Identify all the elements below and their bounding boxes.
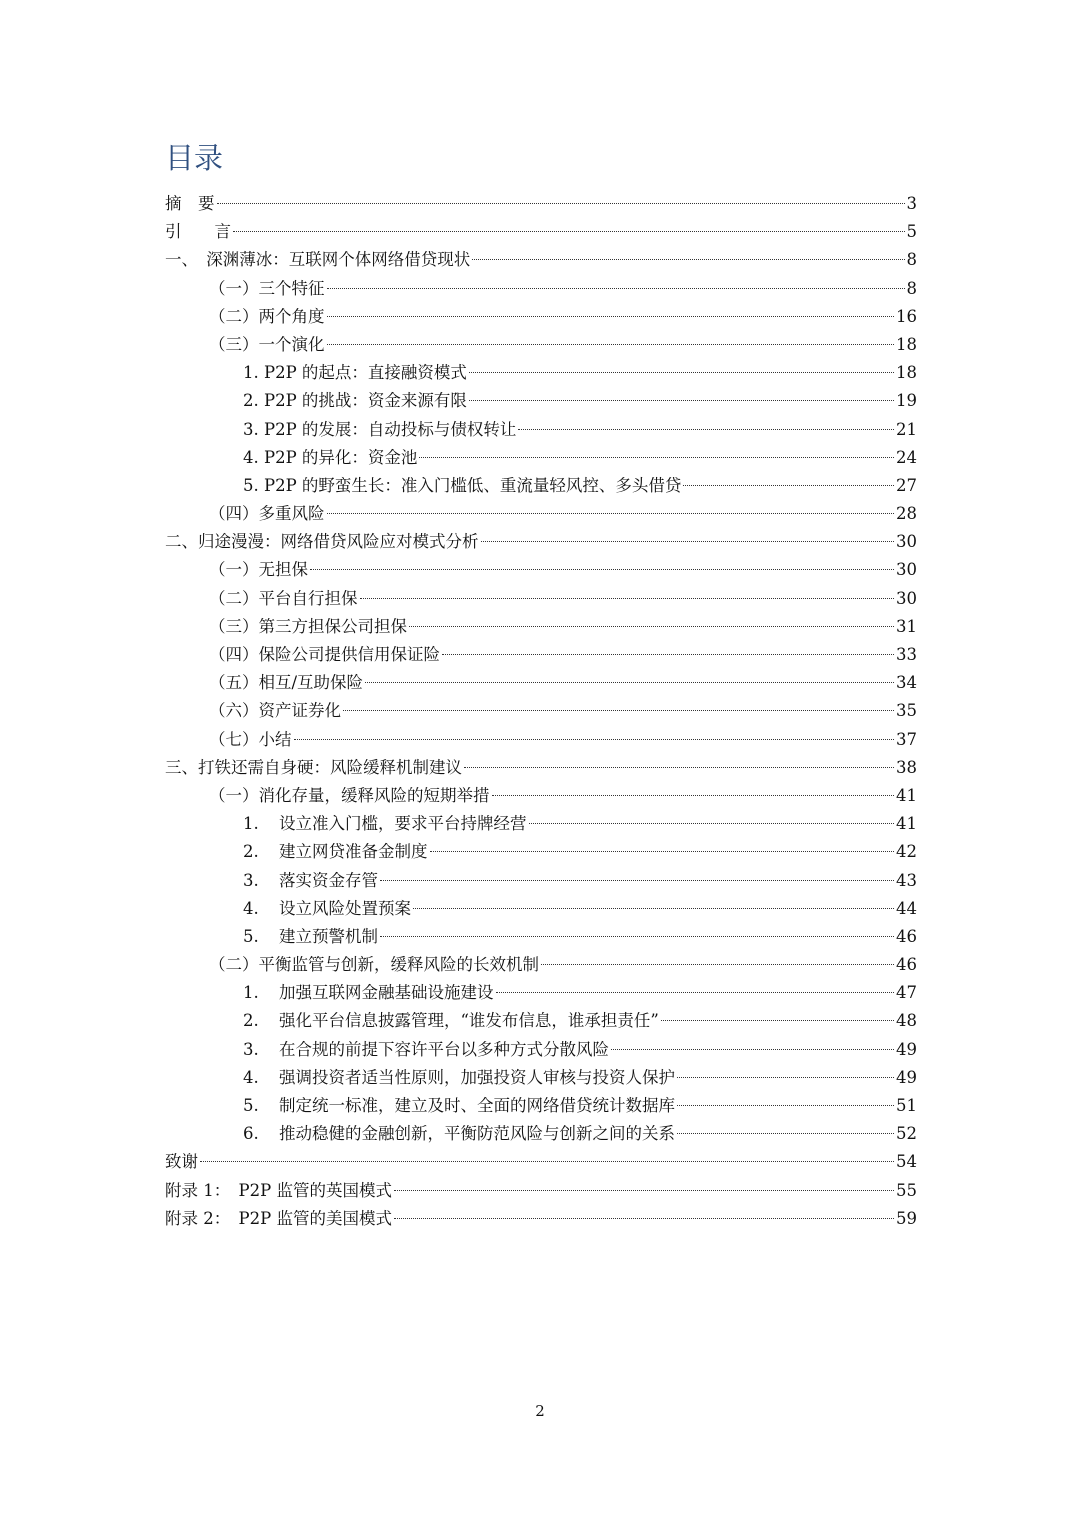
toc-entry-title: 引 言 [165,222,231,242]
dot-leader [343,710,894,711]
toc-entry-page: 16 [896,306,917,326]
toc-entry-title: （三）第三方担保公司担保 [209,616,407,636]
dot-leader [677,1077,894,1078]
toc-entry-label: 在合规的前提下容许平台以多种方式分散风险 [279,1039,609,1059]
toc-entry-title [243,810,527,838]
toc-entry-page: 21 [896,419,917,439]
toc-entry-page: 27 [896,475,917,495]
toc-entry-number: 3. [243,870,259,890]
toc-entry-label: 设立准入门槛，要求平台持牌经营 [279,814,527,834]
toc-entry-label: 制定统一标准，建立及时、全面的网络借贷统计数据库 [279,1096,675,1115]
toc-entry-page: 49 [896,1039,917,1059]
toc-entry[interactable] [165,1205,917,1233]
dot-leader [419,457,894,458]
toc-entry-title: 附录 2： P2P 监管的美国模式 [165,1208,392,1228]
toc-entry[interactable] [165,246,917,274]
toc-entry-page: 30 [896,532,917,552]
toc-entry-title [243,895,411,923]
toc-entry-number: 3. [243,1039,259,1059]
table-of-contents [165,190,917,1233]
toc-entry-title: （三）一个演化 [209,334,325,354]
toc-entry-title: （一）无担保 [209,560,308,580]
dot-leader [529,823,895,824]
toc-entry-page: 47 [896,983,917,1003]
toc-entry[interactable] [165,1177,917,1205]
toc-entry-page: 8 [906,250,917,270]
toc-entry-page: 49 [896,1067,917,1087]
toc-entry-page: 34 [896,673,917,693]
dot-leader [541,964,894,965]
toc-entry[interactable] [165,218,917,246]
toc-entry-title: 3. P2P 的发展：自动投标与债权转让 [243,419,517,439]
toc-entry[interactable] [165,669,917,697]
toc-entry-title: 三、打铁还需自身硬：风险缓释机制建议 [165,757,462,777]
toc-entry-number: 2. [243,842,259,862]
toc-entry[interactable] [165,444,917,472]
toc-entry-label: 建立网贷准备金制度 [279,842,428,862]
toc-entry-number: 5. [243,1096,259,1115]
toc-entry[interactable] [165,1007,917,1035]
toc-entry-page: 18 [896,363,917,383]
toc-entry[interactable] [165,810,917,838]
toc-entry[interactable] [165,359,917,387]
dot-leader [380,880,894,881]
dot-leader [394,1190,894,1191]
toc-entry-page: 46 [896,955,917,975]
dot-leader [469,372,894,373]
toc-entry-page: 46 [896,926,917,946]
toc-entry-page: 38 [896,757,917,777]
toc-entry-title: （六）资产证券化 [209,701,341,721]
toc-entry-title: （一）消化存量，缓释风险的短期举措 [209,785,490,805]
toc-entry-page: 55 [896,1180,917,1200]
toc-entry-label: 强化平台信息披露管理，“谁发布信息，谁承担责任” [279,1011,659,1031]
toc-entry-title [243,923,378,951]
toc-entry-title: 2. P2P 的挑战：资金来源有限 [243,391,467,411]
dot-leader [294,739,895,740]
toc-entry[interactable] [165,1064,917,1092]
toc-entry[interactable] [165,613,917,641]
dot-leader [518,429,894,430]
toc-entry-page: 3 [906,194,917,213]
dot-leader [472,259,904,260]
toc-entry-label: 设立风险处置预案 [279,898,411,918]
toc-entry-label: 强调投资者适当性原则，加强投资人审核与投资人保护 [279,1067,675,1087]
toc-entry[interactable] [165,1036,917,1064]
toc-entry[interactable] [165,472,917,500]
toc-entry-page: 41 [896,785,917,805]
toc-entry-title [243,838,428,866]
toc-entry[interactable] [165,303,917,331]
toc-entry-title: 二、归途漫漫：网络借贷风险应对模式分析 [165,532,479,552]
toc-entry[interactable] [165,1092,917,1120]
toc-entry-title [243,1007,659,1035]
toc-entry-label: 加强互联网金融基础设施建设 [279,983,494,1003]
toc-entry-page: 41 [896,814,917,834]
toc-entry-title: （四）保险公司提供信用保证险 [209,645,440,664]
toc-entry-number: 1. [243,983,259,1003]
toc-entry[interactable] [165,331,917,359]
toc-entry-page: 18 [896,334,917,354]
toc-entry-page: 59 [896,1208,917,1228]
dot-leader [394,1218,894,1219]
toc-entry[interactable] [165,641,917,669]
toc-entry-page: 30 [896,588,917,608]
toc-entry-number: 2. [243,1011,259,1031]
toc-entry-title [243,1092,675,1120]
toc-entry-title: （一）三个特征 [209,278,325,298]
toc-entry-number: 6. [243,1124,259,1144]
toc-entry-title: （四）多重风险 [209,504,325,524]
toc-entry[interactable] [165,951,917,979]
toc-entry-label: 建立预警机制 [279,926,378,946]
toc-entry-label: 推动稳健的金融创新，平衡防范风险与创新之间的关系 [279,1124,675,1144]
dot-leader [496,992,895,993]
toc-entry-page: 51 [896,1096,917,1115]
toc-entry-page: 35 [896,701,917,721]
dot-leader [677,1105,894,1106]
dot-leader [360,598,895,599]
toc-entry-title [243,1120,675,1148]
toc-entry-title [243,979,494,1007]
toc-entry-page: 37 [896,729,917,749]
toc-entry-number: 4. [243,898,259,918]
toc-entry-title: 1. P2P 的起点：直接融资模式 [243,363,467,383]
toc-entry[interactable] [165,528,917,556]
toc-entry[interactable] [165,782,917,810]
dot-leader [661,1020,894,1021]
dot-leader [611,1049,894,1050]
toc-entry-title [243,1036,609,1064]
dot-leader [380,936,894,937]
toc-entry-page: 28 [896,504,917,524]
toc-entry-page: 8 [906,278,917,298]
toc-entry-title: 摘 要 [165,194,215,213]
toc-entry-title [243,1064,675,1092]
toc-entry-title: （二）平衡监管与创新，缓释风险的长效机制 [209,955,539,975]
toc-title: 目录 [165,141,224,175]
toc-entry[interactable] [165,1148,917,1176]
dot-leader [430,851,895,852]
toc-entry[interactable] [165,754,917,782]
toc-entry[interactable] [165,190,917,218]
toc-entry-page: 31 [896,616,917,636]
toc-entry-page: 30 [896,560,917,580]
dot-leader [683,485,894,486]
toc-entry-title [243,867,378,895]
toc-entry-title: （二）平台自行担保 [209,588,358,608]
toc-entry[interactable] [165,275,917,303]
toc-entry-page: 43 [896,870,917,890]
dot-leader [677,1133,894,1134]
toc-entry[interactable] [165,697,917,725]
dot-leader [200,1161,894,1162]
dot-leader [327,316,895,317]
toc-entry-label: 落实资金存管 [279,870,378,890]
toc-entry-page: 19 [896,391,917,411]
toc-entry[interactable] [165,838,917,866]
toc-entry-page: 44 [896,898,917,918]
toc-entry-title: （二）两个角度 [209,306,325,326]
toc-entry-number: 4. [243,1067,259,1087]
toc-entry-number: 1. [243,814,259,834]
toc-entry-title: （五）相互/互助保险 [209,673,364,693]
page-number: 2 [535,1402,545,1420]
dot-leader [442,654,894,655]
dot-leader [492,795,895,796]
dot-leader [481,541,895,542]
toc-entry[interactable] [165,416,917,444]
toc-entry-page: 24 [896,447,917,467]
toc-entry[interactable] [165,387,917,415]
toc-entry[interactable] [165,556,917,584]
toc-entry[interactable] [165,500,917,528]
dot-leader [217,203,905,204]
toc-entry-number: 5. [243,926,259,946]
dot-leader [409,626,894,627]
toc-entry[interactable] [165,1120,917,1148]
dot-leader [327,288,905,289]
dot-leader [327,513,895,514]
toc-entry[interactable] [165,585,917,613]
toc-entry-title: 4. P2P 的异化：资金池 [243,447,418,467]
toc-entry-page: 5 [906,222,917,242]
toc-entry-page: 52 [896,1124,917,1144]
dot-leader [413,908,894,909]
toc-entry[interactable] [165,923,917,951]
toc-entry-page: 48 [896,1011,917,1031]
toc-entry-title: （七）小结 [209,729,292,749]
dot-leader [464,767,894,768]
toc-entry[interactable] [165,895,917,923]
toc-entry[interactable] [165,867,917,895]
toc-entry-page: 54 [896,1152,917,1172]
dot-leader [365,682,894,683]
toc-entry[interactable] [165,979,917,1007]
toc-entry-title: 附录 1： P2P 监管的英国模式 [165,1180,392,1200]
toc-entry-title: 致谢 [165,1152,198,1172]
toc-entry-page: 33 [896,645,917,664]
toc-entry-title: 一、 深渊薄冰：互联网个体网络借贷现状 [165,250,471,270]
dot-leader [469,400,894,401]
toc-entry-title: 5. P2P 的野蛮生长：准入门槛低、重流量轻风控、多头借贷 [243,475,682,495]
dot-leader [327,344,895,345]
toc-entry-page: 42 [896,842,917,862]
dot-leader [233,231,905,232]
toc-entry[interactable] [165,726,917,754]
dot-leader [310,569,894,570]
